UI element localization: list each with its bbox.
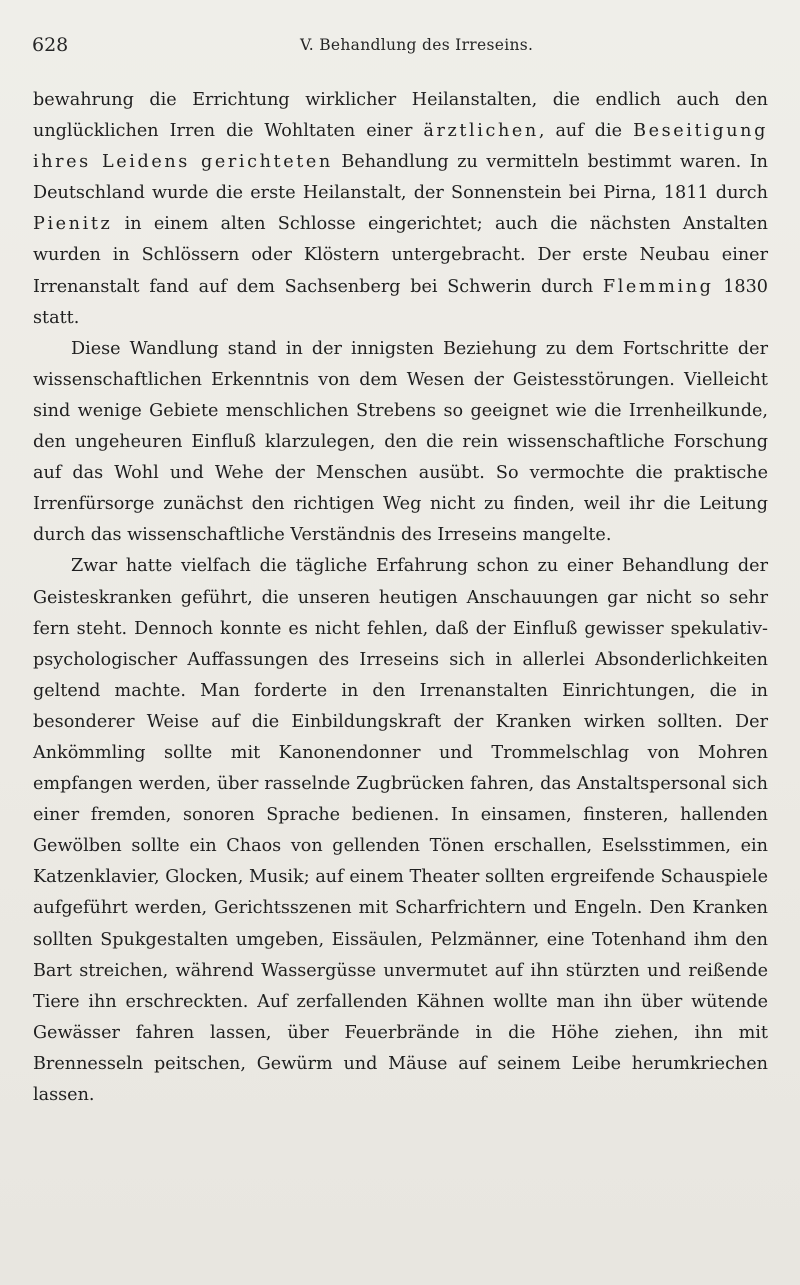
spaced-name-pienitz: Pienitz bbox=[33, 214, 113, 235]
paragraph-2: Diese Wandlung stand in der innigsten Beziehung zu dem Fortschritte der wissenschaftlichen Erkenntnis von dem Wesen der Geistesstörungen. Vielleicht sind wenige Gebiete menschlichen Strebens so geeignet wie die Irrenheilkunde, den ungeheuren Einfluß klarzulegen, den die rein wissenschaftliche Forschung auf das Wohl und Wehe der Menschen ausübt. So vermochte die praktische Irrenfürsorge zunächst den richtigen Weg nicht zu finden, weil ihr die Leitung durch das wissenschaftliche Verständnis des Irreseins mangelte. bbox=[33, 338, 768, 546]
page-header bbox=[30, 34, 770, 58]
paragraph-1-text-i: 1830 statt. bbox=[33, 276, 769, 328]
paragraph-3: Zwar hatte vielfach die tägliche Erfahrung schon zu einer Behandlung der Geisteskranken geführt, die unseren heutigen Anschauungen gar nicht so sehr fern steht. Dennoch konnte es nicht fehlen, daß der Einfluß gewisser spekulativ-psychologischer Auffassungen des Irreseins sich in allerlei Absonderlichkeiten geltend machte. Man forderte in den Irrenanstalten Einrichtungen, die in besonderer Weise auf die Einbildungskraft der Kranken wirken sollten. Der Ankömmling sollte mit Kanonendonner und Trommelschlag von Mohren empfangen werden, über rasselnde Zugbrücken fahren, das Anstaltspersonal sich einer fremden, sonoren Sprache bedienen. In einsamen, finsteren, hallenden Gewölben sollte ein Chaos von gellenden Tönen erschallen, Eselsstimmen, ein Katzenklavier, Glocken, Musik; auf einem Theater sollten ergreifende Schauspiele aufgeführt werden, Gerichtsszenen mit Scharfrichtern und Engeln. Den Kranken sollten Spukgestalten umgeben, Eissäulen, Pelzmänner, eine Totenhand ihm den Bart streichen, während Wassergüsse unvermutet auf ihn stürzten und reißende Tiere ihn erschreckten. Auf zerfallenden Kähnen wollte man ihn über wütende Gewässer fahren lassen, über Feuerbrände in die Höhe ziehen, ihn mit Brennesseln peitschen, Gewürm und Mäuse auf seinem Leibe herumkriechen lassen. bbox=[33, 556, 768, 1105]
paragraph-1-text-c: , auf die bbox=[538, 121, 634, 142]
paragraph-1-text-e: Behandlung zu vermitteln bestimmt waren. In Deutschland wurde die erste Heilanstalt, der Sonnenstein bei Pirna, 1811 durch bbox=[33, 152, 768, 204]
page-number: 628 bbox=[32, 34, 69, 56]
running-title: V. Behandlung des Irreseins. bbox=[300, 36, 534, 54]
paragraph-1-text-g: in einem alten Schlosse eingerichtet; auch die nächsten Anstalten wurden in Schlössern oder Klöstern untergebracht. Der erste Neubau einer Irrenanstalt fand auf dem Sachsenberg bei Schwerin durch bbox=[33, 214, 768, 297]
spaced-emphasis-beseitigung: Beseitigung ihres Leidens gerichteten bbox=[33, 121, 768, 173]
spaced-emphasis-aerztlichen: ärztlichen bbox=[423, 121, 539, 142]
spaced-name-flemming: Flemming bbox=[602, 276, 714, 297]
paragraph-1 bbox=[33, 85, 768, 334]
paragraph-1-text-a: bewahrung die Errichtung wirklicher Heilanstalten, die endlich auch den unglücklichen Irren die Wohltaten einer bbox=[33, 90, 768, 142]
body-text bbox=[33, 85, 768, 1111]
